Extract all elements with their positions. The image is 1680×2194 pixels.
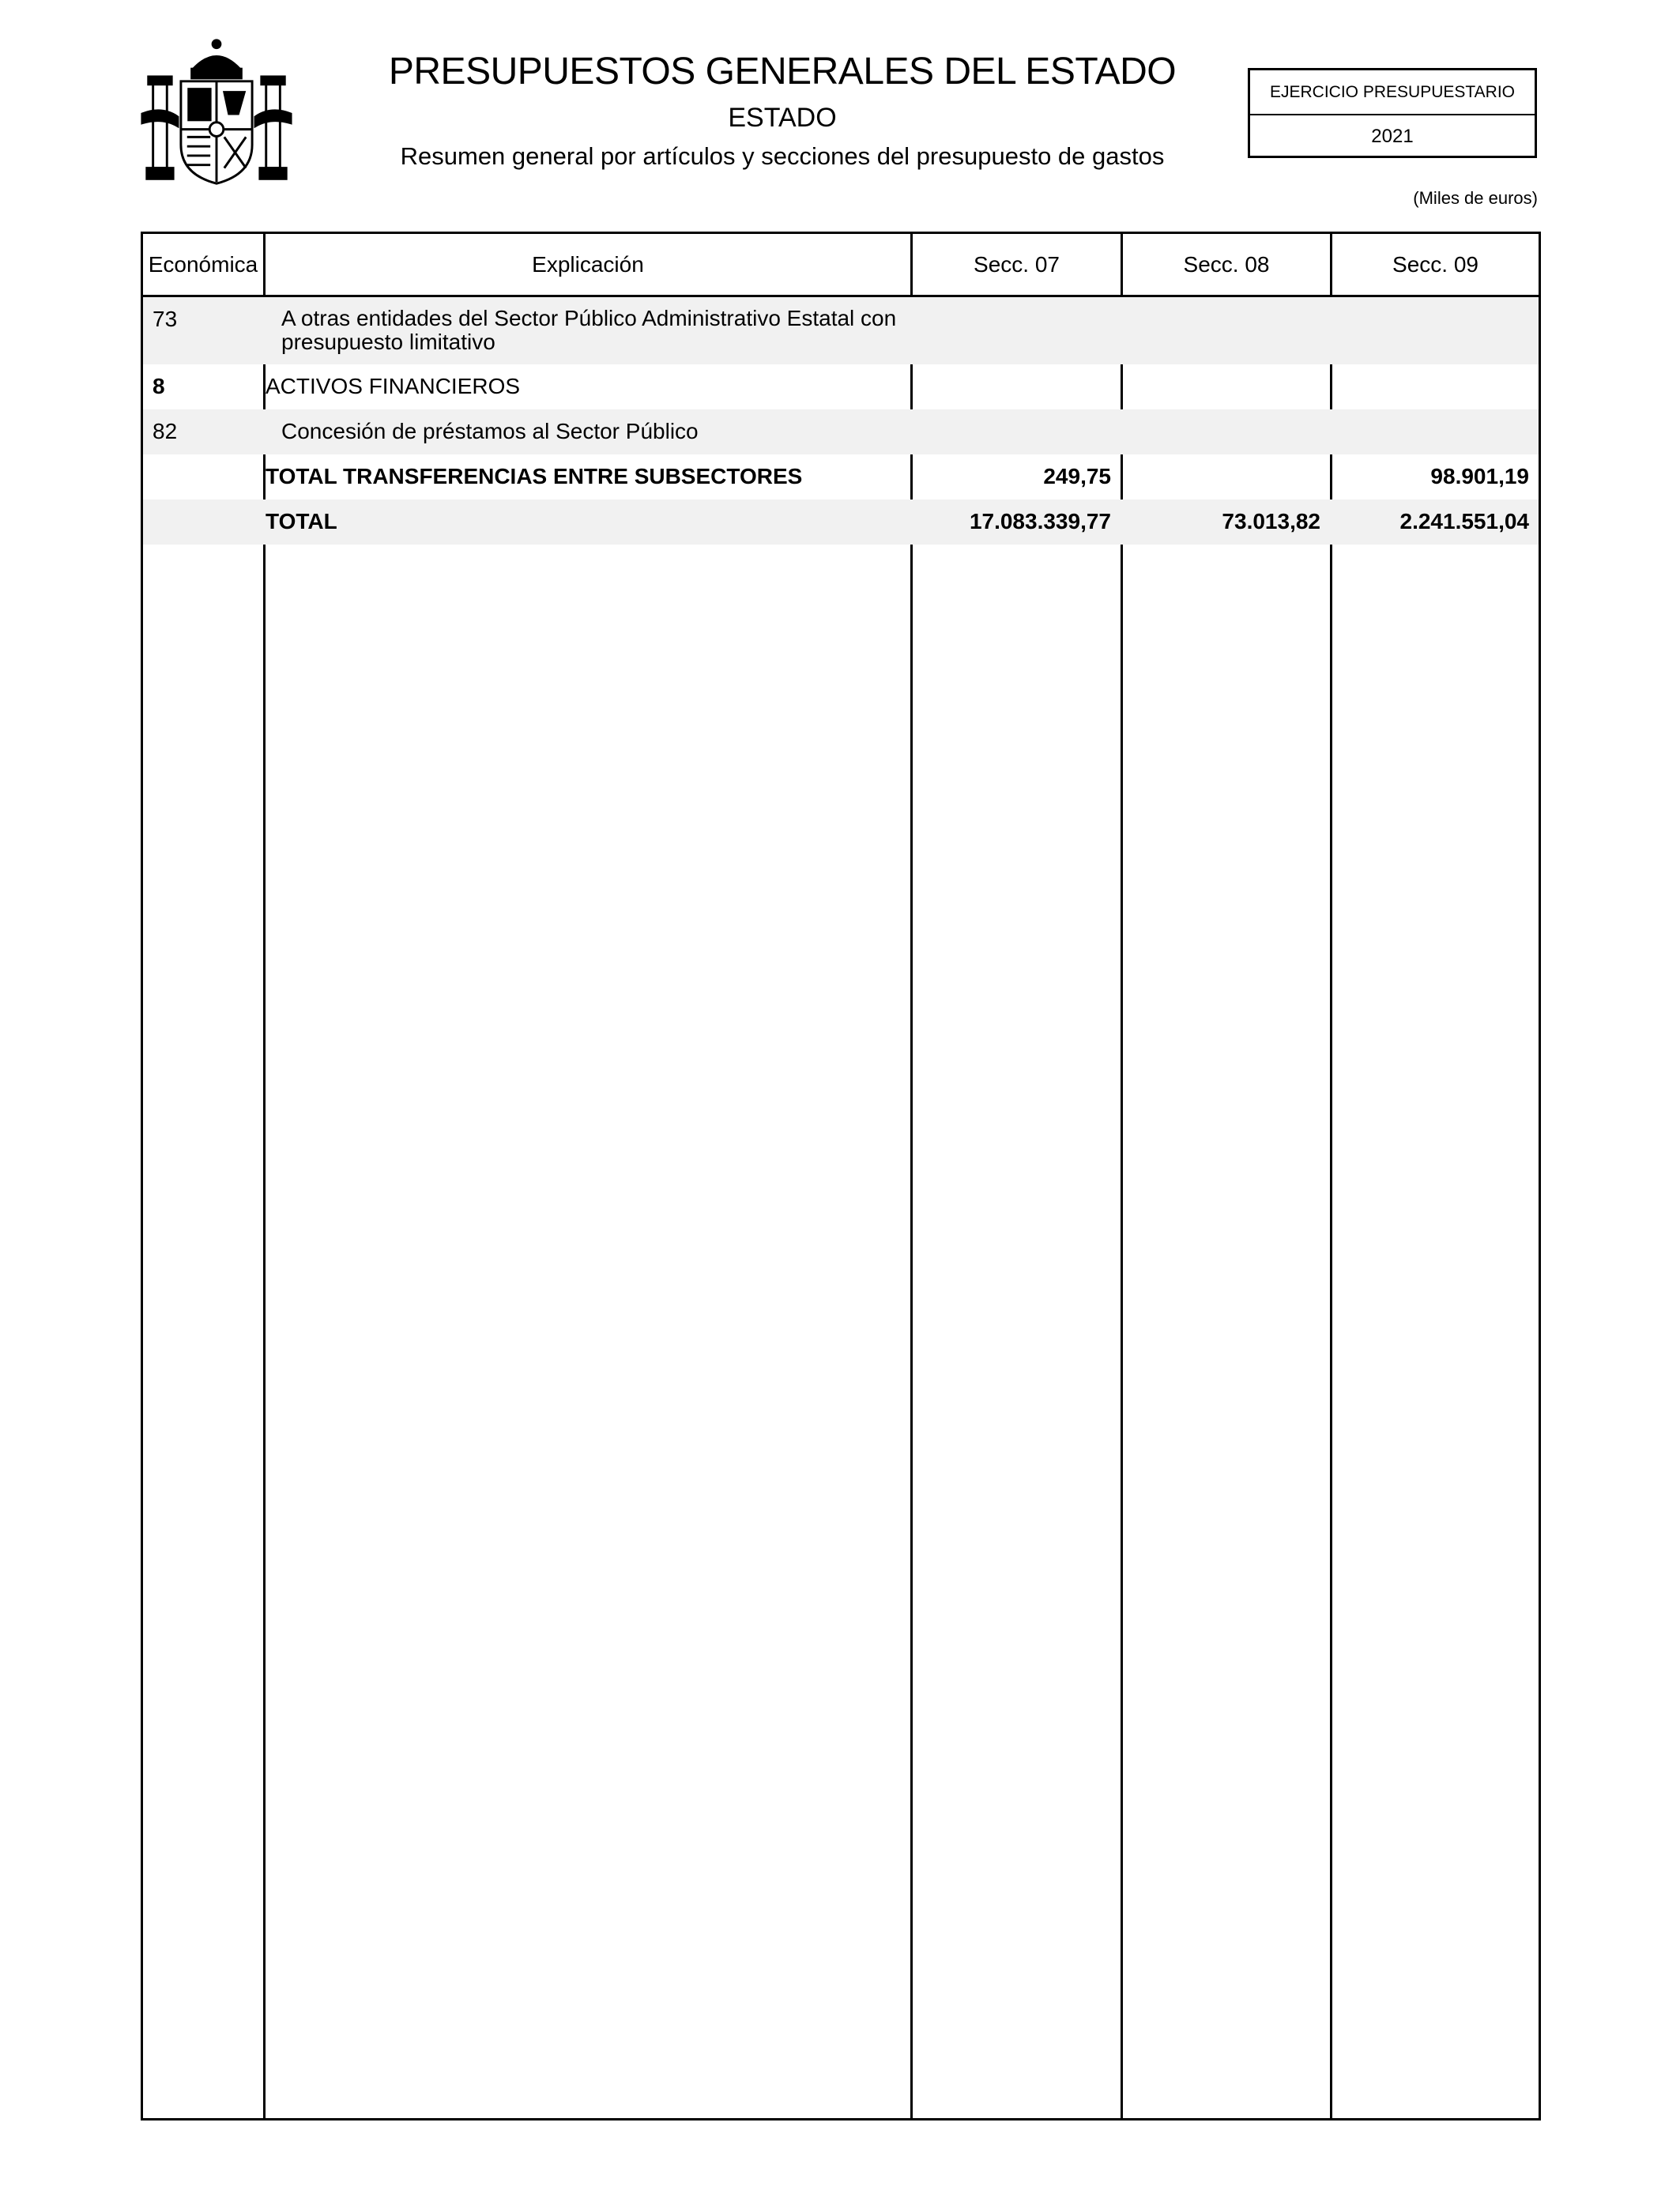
page-subtitle: ESTADO [728,103,837,133]
row-explanation: Concesión de préstamos al Sector Público [281,419,699,443]
column-header-secc-08: Secc. 08 [1183,251,1270,277]
exercise-year: 2021 [1371,126,1414,147]
row-secc07 [913,364,1121,409]
row-secc08 [1123,409,1330,454]
row-explanation: ACTIVOS FINANCIEROS [266,374,521,398]
row-code: 73 [153,307,178,331]
table-row [143,409,1539,454]
row-secc08 [1123,297,1330,364]
row-code: 8 [153,374,165,398]
table-row [143,364,1539,409]
table-row [143,454,1539,499]
row-secc08 [1123,364,1330,409]
row-explanation: TOTAL [266,509,337,533]
exercise-box [1248,68,1537,158]
row-secc07 [913,409,1121,454]
units-note: (Miles de euros) [1413,188,1538,208]
column-header-secc-09: Secc. 09 [1392,251,1478,277]
exercise-label: EJERCICIO PRESUPUESTARIO [1250,70,1535,115]
column-header-economica: Económica [148,251,258,277]
row-secc07: 17.083.339,77 [969,509,1111,533]
column-header-secc-07: Secc. 07 [974,251,1060,277]
row-secc07 [913,297,1121,364]
row-secc09 [1332,297,1539,364]
row-secc09 [1332,364,1539,409]
row-secc09: 98.901,19 [1430,464,1529,488]
row-code: 82 [153,419,178,443]
column-header-explicacion: Explicación [532,251,644,277]
row-secc07: 249,75 [1043,464,1111,488]
table-header [143,234,1539,297]
row-explanation: TOTAL TRANSFERENCIAS ENTRE SUBSECTORES [266,464,803,488]
coat-of-arms-logo [139,36,294,191]
row-secc08 [1123,454,1330,499]
row-explanation: A otras entidades del Sector Público Administrativo Estatal con presupuesto limitativo [281,306,897,354]
page-description: Resumen general por artículos y secciones del presupuesto de gastos [400,142,1165,170]
row-code [153,454,263,499]
budget-table [141,232,1541,2120]
table-row [143,499,1539,545]
row-secc09: 2.241.551,04 [1399,509,1529,533]
row-secc08: 73.013,82 [1222,509,1320,533]
row-code [153,499,263,545]
header [340,49,1225,174]
row-secc09 [1332,409,1539,454]
table-row [143,297,1539,364]
page-title: PRESUPUESTOS GENERALES DEL ESTADO [388,51,1177,92]
